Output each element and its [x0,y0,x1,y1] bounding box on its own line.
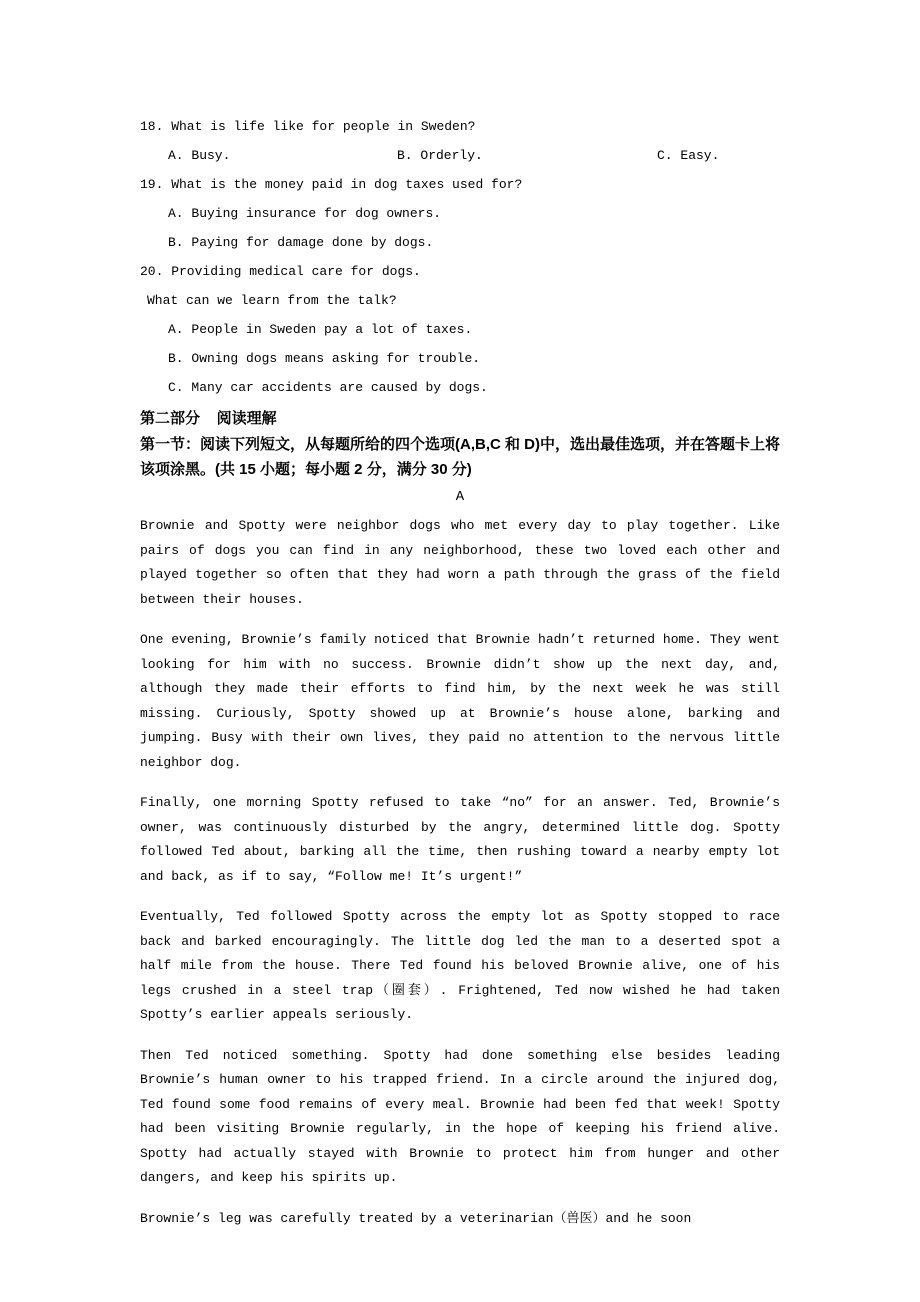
passage-paragraph: Finally, one morning Spotty refused to take “no” for an answer. Ted, Brownie’s owner, was continuously disturbed by the angry, determined little dog. Spotty followed Ted about, barking all the time, then rushing toward a nearby empty lot and back, as if to say, “Follow me! It’s urgent!” [140,795,780,884]
passage-paragraph: Brownie and Spotty were neighbor dogs who met every day to play together. Like pairs of dogs you can find in any neighborhood, these two loved each other and played together so often that they had worn a path through the grass of the field between their houses. [140,518,780,607]
section-title: 第二部分 阅读理解 [140,410,277,427]
question-20: 20. Providing medical care for dogs. [140,264,421,279]
section-instructions: 第一节：阅读下列短文，从每题所给的四个选项(A,B,C 和 D)中，选出最佳选项，并在答题卡上将该项涂黑。(共 15 小题；每小题 2 分，满分 30 分) [140,436,780,478]
passage-paragraph: One evening, Brownie’s family noticed that Brownie hadn’t returned home. They went looking for him with no success. Brownie didn’t show up the next day, and, although they made their efforts to find him, by the next week he was still missing. Curiously, Spotty showed up at Brownie’s house alone, barking and jumping. Busy with their own lives, they paid no attention to the nervous little neighbor dog. [140,632,780,770]
option-20-b: B. Owning dogs means asking for trouble. [168,351,481,366]
option-18-c: C. Easy. [657,148,720,163]
question-20-stem: What can we learn from the talk? [147,293,397,308]
question-18: 18. What is life like for people in Sweden? [140,119,476,134]
passage-label: A [455,489,465,505]
option-20-a: A. People in Sweden pay a lot of taxes. [168,322,473,337]
option-20-c: C. Many car accidents are caused by dogs. [168,380,488,395]
passage-paragraph: Then Ted noticed something. Spotty had done something else besides leading Brownie’s human owner to his trapped friend. In a circle around the injured dog, Ted found some food remains of every meal. Brownie had been fed that week! Spotty had been visiting Brownie regularly, in the hope of keeping his friend alive. Spotty had actually stayed with Brownie to protect him from hunger and other dangers, and keep his spirits up. [140,1047,780,1185]
question-19: 19. What is the money paid in dog taxes used for? [140,177,523,192]
option-18-a: A. Busy. [168,148,231,163]
passage-body [140,514,780,1231]
option-19-a: A. Buying insurance for dog owners. [168,206,442,221]
passage-paragraph: Eventually, Ted followed Spotty across the empty lot as Spotty stopped to race back and barked encouragingly. The little dog led the man to a deserted spot a half mile from the house. There Ted found his beloved Brownie alive, one of his legs crushed in a steel trap（圈套）. Frightened, Ted now wished he had taken Spotty’s earlier appeals seriously. [140,909,780,1022]
option-19-b: B. Paying for damage done by dogs. [168,235,434,250]
listening-questions-section [140,112,780,402]
question-18-options [140,141,780,170]
passage-paragraph: Brownie’s leg was carefully treated by a veterinarian（兽医）and he soon [140,1210,692,1226]
reading-comprehension-section [140,406,780,1231]
option-18-b: B. Orderly. [397,148,483,163]
